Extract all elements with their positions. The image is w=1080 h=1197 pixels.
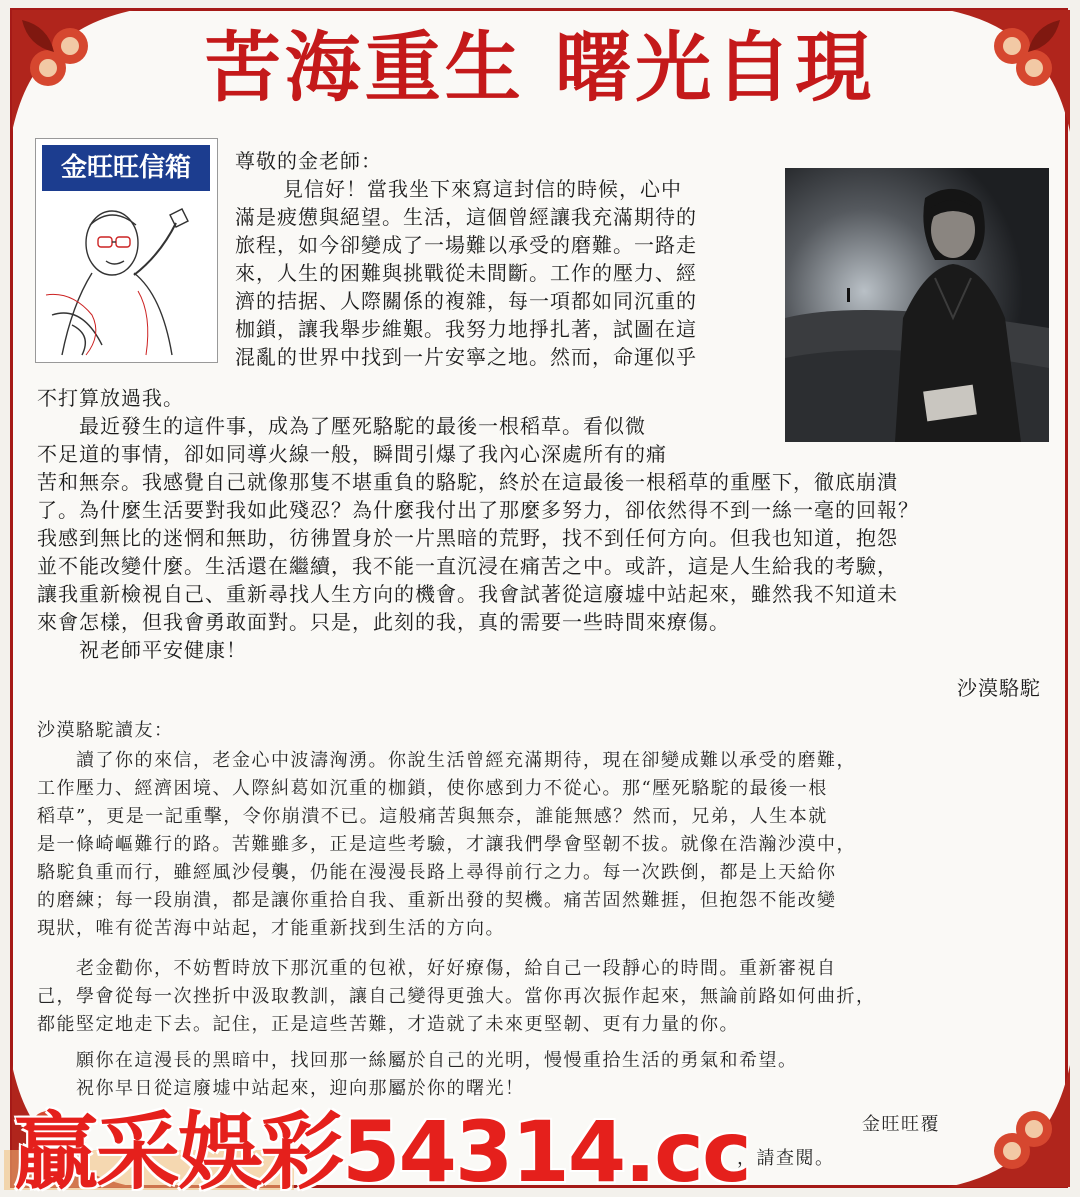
letter-line: 旅程，如今卻變成了一場難以承受的磨難。一路走	[235, 233, 697, 257]
reply-line: 的磨練；每一段崩潰，都是讓你重拾自我、重新出發的契機。痛苦固然難捱，但抱怨不能改變	[37, 890, 837, 911]
reply-footer-note: ，請查閱。	[737, 1148, 835, 1169]
letter-line: 我感到無比的迷惘和無助，彷彿置身於一片黑暗的荒野，找不到任何方向。但我也知道，抱怨	[37, 526, 898, 550]
letter-line: 混亂的世界中找到一片安寧之地。然而，命運似乎	[235, 345, 697, 369]
letter-closing: 祝老師平安健康！	[37, 638, 247, 662]
reply-signature: 金旺旺覆	[862, 1114, 940, 1135]
reply-line: 是一條崎嶇難行的路。苦難雖多，正是這些考驗，才讓我們學會堅韌不拔。就像在浩瀚沙漠中，	[37, 834, 856, 855]
letter-line: 讓我重新檢視自己、重新尋找人生方向的機會。我會試著從這廢墟中站起來，雖然我不知道未	[37, 582, 898, 606]
letter-line: 最近發生的這件事，成為了壓死駱駝的最後一根稻草。看似微	[37, 414, 646, 438]
letter-line: 不足道的事情，卻如同導火線一般，瞬間引爆了我內心深處所有的痛	[37, 442, 667, 466]
letter-line: 枷鎖，讓我舉步維艱。我努力地掙扎著，試圖在這	[235, 317, 697, 341]
reply-line: 都能堅定地走下去。記住，正是這些苦難，才造就了未來更堅韌、更有力量的你。	[37, 1014, 739, 1035]
watermark-text: 贏采娛彩54314.cc	[14, 1103, 750, 1197]
reply-line: 工作壓力、經濟困境、人際糾葛如沉重的枷鎖，使你感到力不從心。那“壓死駱駝的最後一根	[37, 778, 828, 799]
reply-line: 讀了你的來信，老金心中波濤洶湧。你說生活曾經充滿期待，現在卻變成難以承受的磨難，	[37, 750, 856, 771]
corner-ornament-top-right	[944, 6, 1074, 136]
illustration-man-in-desert	[785, 168, 1049, 442]
letter-line: 了。為什麼生活要對我如此殘忍？為什麼我付出了那麼多努力，卻依然得不到一絲一毫的回報？	[37, 498, 919, 522]
reply-line: 願你在這漫長的黑暗中，找回那一絲屬於自己的光明，慢慢重拾生活的勇氣和希望。	[37, 1050, 798, 1071]
reply-line: 現狀，唯有從苦海中站起，才能重新找到生活的方向。	[37, 918, 505, 939]
letter-line: 見信好！當我坐下來寫這封信的時候，心中	[283, 177, 682, 201]
columnist-sketch-illustration	[42, 195, 212, 357]
column-masthead	[35, 138, 218, 363]
reply-line: 老金勸你，不妨暫時放下那沉重的包袱，好好療傷，給自己一段靜心的時間。重新審視自	[37, 958, 837, 979]
reply-salutation: 沙漠駱駝讀友：	[37, 720, 174, 741]
reply-line: 祝你早日從這廢墟中站起來，迎向那屬於你的曙光！	[37, 1078, 525, 1099]
headline: 苦海重生 曙光自現	[204, 23, 876, 112]
letter-line: 並不能改變什麼。生活還在繼續，我不能一直沉浸在痛苦之中。或許，這是人生給我的考驗，	[37, 554, 898, 578]
letter-line: 濟的拮据、人際關係的複雜，每一項都如同沉重的	[235, 289, 697, 313]
corner-ornament-top-left	[8, 6, 138, 136]
letter-line: 不打算放過我。	[37, 386, 184, 410]
letter-line: 滿是疲憊與絕望。生活，這個曾經讓我充滿期待的	[235, 205, 697, 229]
reply-line: 己，學會從每一次挫折中汲取教訓，讓自己變得更強大。當你再次振作起來，無論前路如何曲折，	[37, 986, 876, 1007]
letter-signature: 沙漠駱駝	[957, 676, 1041, 700]
reply-line: 稻草”，更是一記重擊，令你崩潰不已。這般痛苦與無奈，誰能無感？然而，兄弟，人生本就	[37, 806, 828, 827]
reply-line: 駱駝負重而行，雖經風沙侵襲，仍能在漫漫長路上尋得前行之力。每一次跌倒，都是上天給你	[37, 862, 837, 883]
letter-line: 來會怎樣，但我會勇敢面對。只是，此刻的我，真的需要一些時間來療傷。	[37, 610, 730, 634]
corner-ornament-bottom-right	[944, 1061, 1074, 1191]
column-title: 金旺旺信箱	[42, 145, 210, 191]
letter-line: 來，人生的困難與挑戰從未間斷。工作的壓力、經	[235, 261, 697, 285]
letter-line: 苦和無奈。我感覺自己就像那隻不堪重負的駱駝，終於在這最後一根稻草的重壓下，徹底崩潰	[37, 470, 898, 494]
letter-salutation: 尊敬的金老師：	[235, 149, 382, 173]
